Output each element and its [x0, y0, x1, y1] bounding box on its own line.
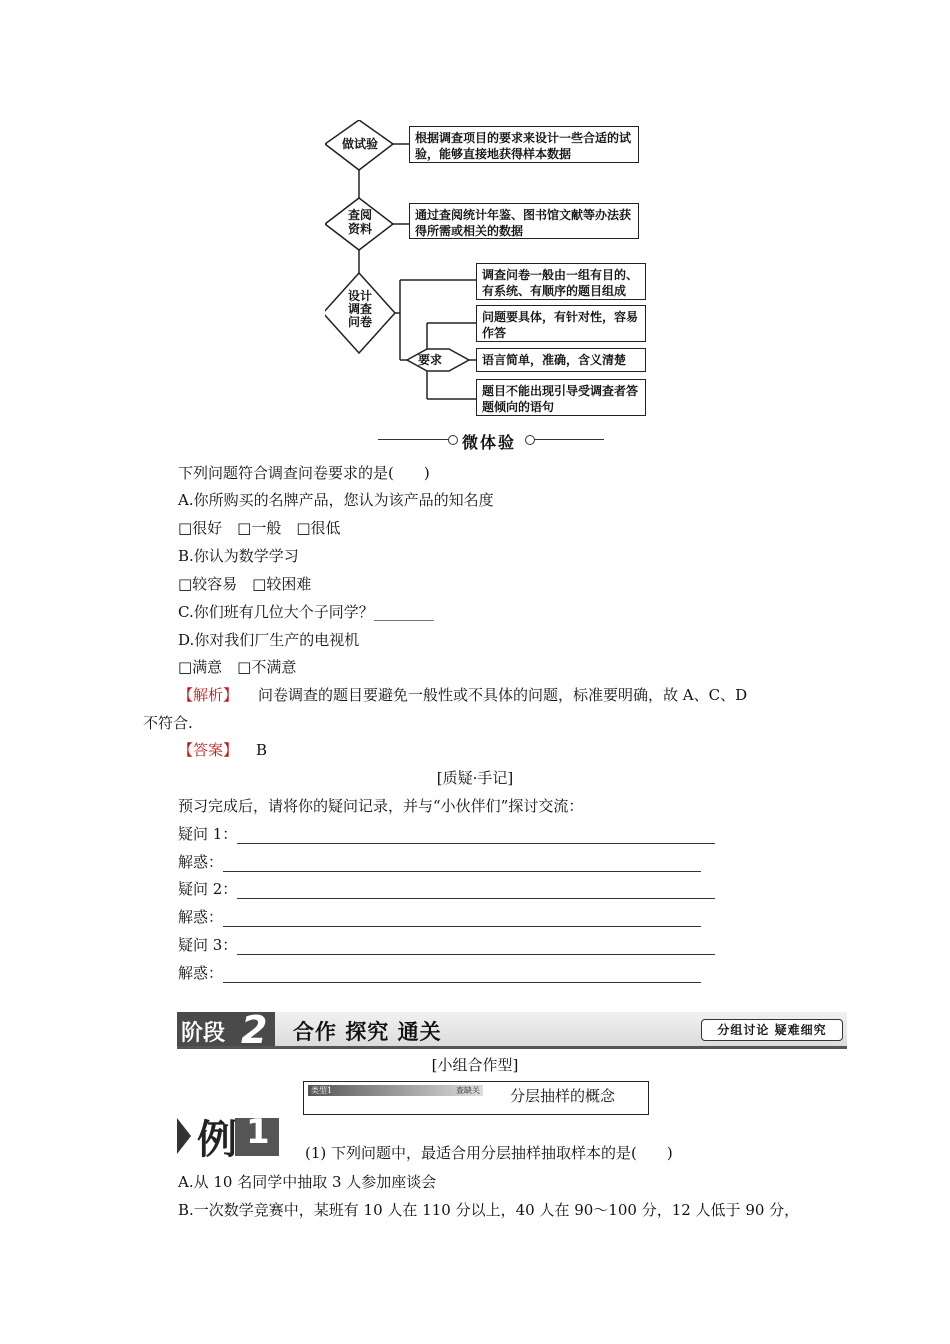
mini-heading-text: 微体验 — [462, 433, 517, 452]
note-label: 解惑： — [178, 964, 224, 982]
heading-rule-left — [378, 439, 454, 440]
stage-banner — [177, 1008, 847, 1052]
note-blank[interactable] — [223, 968, 701, 983]
note-row-question-1 — [178, 823, 715, 844]
option-b: B.你认为数学学习 — [178, 547, 299, 565]
method-desc-experiment: 根据调查项目的要求来设计一些合适的试验，能够直接地获得样本数据 — [409, 126, 639, 163]
analysis-continued: 不符合. — [143, 714, 193, 732]
note-blank[interactable] — [223, 912, 701, 927]
option-c: C.你们班有几位大个子同学？________ — [178, 603, 434, 621]
note-blank[interactable] — [237, 829, 715, 844]
method-label-references: 查阅资料 — [347, 208, 372, 236]
answer-line — [178, 739, 267, 760]
heading-circle-left — [448, 435, 458, 445]
note-row-answer-1 — [178, 851, 701, 872]
requirements-label: 要求 — [417, 353, 442, 367]
note-row-answer-3 — [178, 962, 701, 983]
heading-circle-right — [525, 435, 535, 445]
analysis-line — [178, 684, 747, 705]
notes-intro: 预习完成后，请将你的疑问记录，并与“小伙伴们”探讨交流： — [178, 797, 584, 815]
option-d: D.你对我们厂生产的电视机 — [178, 631, 360, 649]
example-option-b: B.一次数学竞赛中，某班有 10 人在 110 分以上，40 人在 90～100 分，12 人低于 90 分， — [178, 1201, 800, 1219]
note-label: 疑问 3： — [178, 936, 238, 954]
type-title: 分层抽样的概念 — [510, 1087, 616, 1105]
requirement-2: 语言简单，准确，含义清楚 — [476, 348, 646, 372]
example-icon — [177, 1112, 285, 1163]
option-d-choices: □满意 □不满意 — [178, 658, 297, 676]
method-label-experiment: 做试验 — [341, 137, 378, 151]
example-question-1: (1) 下列问题中，最适合用分层抽样抽取样本的是( ) — [305, 1144, 673, 1162]
note-label: 疑问 2： — [178, 880, 238, 898]
option-b-choices: □较容易 □较困难 — [178, 575, 312, 593]
question-stem: 下列问题符合调查问卷要求的是( ) — [178, 464, 430, 482]
example-number: 1 — [246, 1112, 270, 1152]
analysis-text: 问卷调查的题目要避免一般性或不具体的问题，标准要明确，故 A、C、D — [258, 686, 748, 704]
stage-prefix: 阶段 — [181, 1021, 226, 1046]
note-row-question-3 — [178, 934, 715, 955]
method-desc-questionnaire: 调查问卷一般由一组有目的、有系统、有顺序的题目组成 — [476, 263, 646, 300]
note-label: 解惑： — [178, 853, 224, 871]
type-sub: 查缺关 — [456, 1086, 480, 1095]
notes-title: [质疑·手记] — [436, 769, 514, 787]
example-char: 例 — [197, 1117, 237, 1163]
heading-rule-right — [534, 439, 604, 440]
stage-right-label: 分组讨论 疑难细究 — [701, 1019, 843, 1041]
requirement-1: 问题要具体，有针对性，容易作答 — [476, 305, 646, 342]
note-row-question-2 — [178, 878, 715, 899]
answer-tag: 【答案】 — [178, 741, 239, 759]
group-type-title: [小组合作型] — [431, 1056, 519, 1074]
method-label-questionnaire: 设计调查问卷 — [347, 289, 372, 329]
note-blank[interactable] — [237, 940, 715, 955]
note-blank[interactable] — [223, 857, 701, 872]
analysis-tag: 【解析】 — [178, 686, 239, 704]
method-desc-references: 通过查阅统计年鉴、图书馆文献等办法获得所需或相关的数据 — [409, 203, 639, 239]
note-row-answer-2 — [178, 906, 701, 927]
option-a: A.你所购买的名牌产品，您认为该产品的知名度 — [178, 491, 494, 509]
stage-title: 合作 探究 通关 — [293, 1020, 442, 1044]
note-label: 疑问 1： — [178, 825, 238, 843]
example-option-a: A.从 10 名同学中抽取 3 人参加座谈会 — [178, 1173, 437, 1191]
answer-value: B — [256, 741, 268, 759]
type-tag: 类型1 — [311, 1086, 333, 1095]
stage-number: 2 — [241, 1008, 268, 1052]
option-a-choices: □很好 □一般 □很低 — [178, 519, 341, 537]
requirement-3: 题目不能出现引导受调查者答题倾向的语句 — [476, 379, 646, 416]
type-box — [303, 1081, 649, 1115]
note-label: 解惑： — [178, 908, 224, 926]
note-blank[interactable] — [237, 884, 715, 899]
